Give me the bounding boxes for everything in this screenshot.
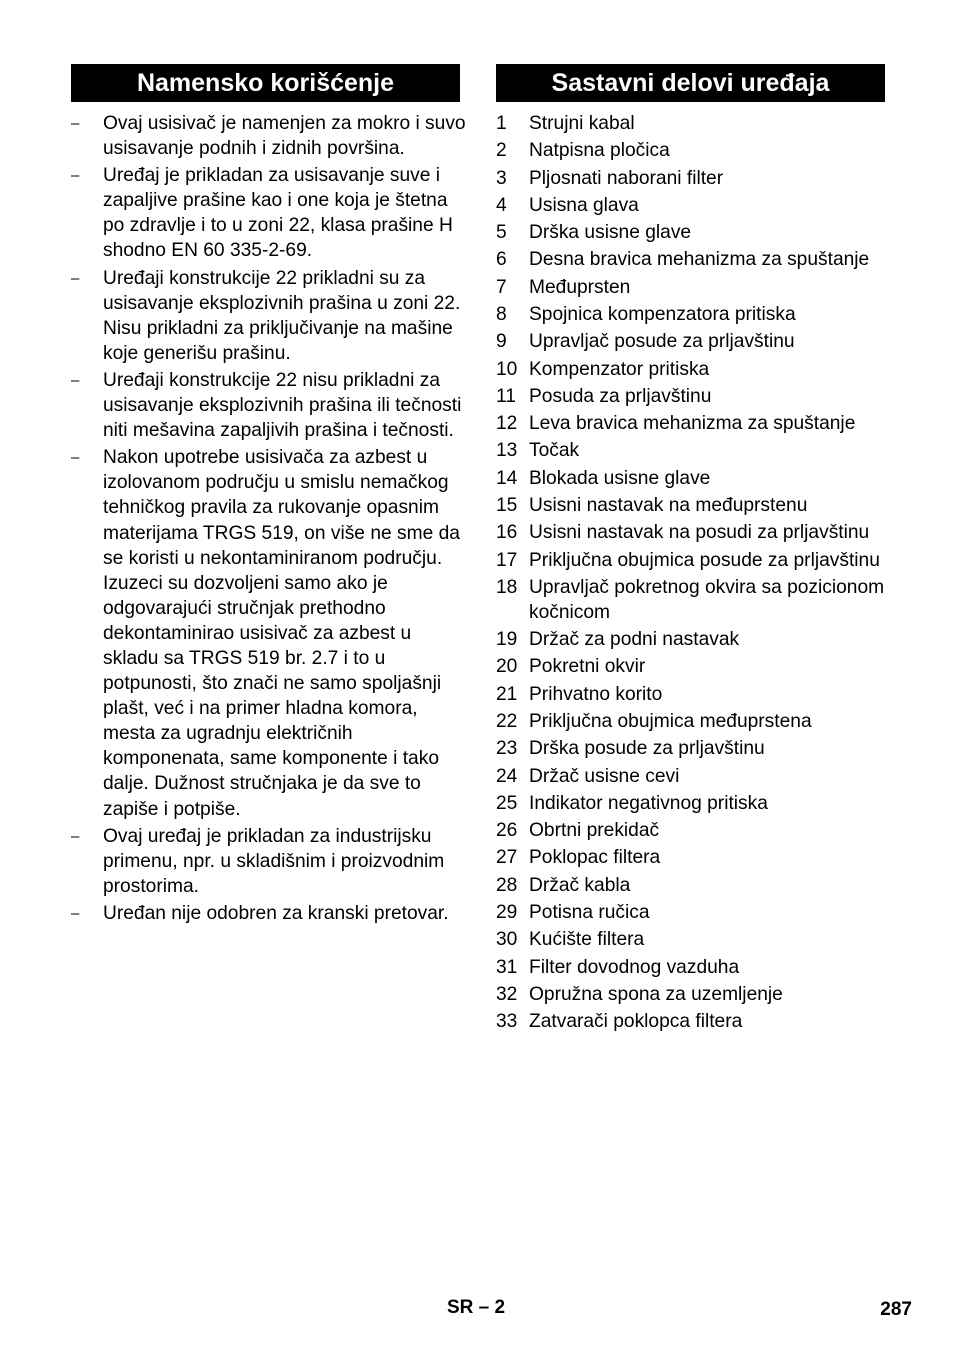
part-number: 15 [496, 494, 518, 516]
part-item [496, 166, 896, 191]
intended-use-text: Uređan nije odobren za kranski pretovar. [103, 902, 449, 924]
part-item [496, 627, 896, 652]
part-label: Spojnica kompenzatora pritiska [529, 303, 796, 325]
part-label: Priključna obujmica posude za prljavštinu [529, 549, 880, 571]
part-number: 21 [496, 683, 518, 705]
part-label: Međuprsten [529, 276, 631, 298]
part-item [496, 791, 896, 816]
part-item [496, 982, 896, 1007]
intended-use-item [71, 163, 466, 263]
part-label: Pokretni okvir [529, 656, 646, 678]
bullet-dash: – [71, 904, 80, 922]
part-label: Leva bravica mehanizma za spuštanje [529, 413, 856, 435]
part-item [496, 818, 896, 843]
bullet-dash: – [71, 269, 80, 287]
part-label: Opružna spona za uzemljenje [529, 983, 783, 1005]
intended-use-item [71, 901, 466, 926]
part-label: Poklopac filtera [529, 847, 661, 869]
bullet-dash: – [71, 115, 80, 132]
bullet-dash: – [71, 449, 80, 467]
intended-use-text: Nakon upotrebe usisivača za azbest u izolovanom području u smislu nemačkog tehničkog pravila za rukovanje opasnim materijama TRGS 519, on više ne sme da se koristi u nekontaminiranom području. Izuzeci su dozvoljeni samo ako je odgovarajući stručnjak prethodno dekontaminirao usisivač za azbest u skladu sa TRGS 519 br. 2.7 i to u potpunosti, što znači ne samo spoljašnji plašt, već i na primer hladna komora, mesta za ugradnju električnih komponenata, same komponente i tako dalje. Dužnost stručnjaka je da sve to zapiše i potpiše. [103, 447, 460, 820]
part-label: Upravljač posude za prljavštinu [529, 331, 795, 353]
part-number: 31 [496, 956, 518, 978]
part-label: Potisna ručica [529, 901, 650, 923]
part-number: 26 [496, 820, 518, 842]
part-label: Pljosnati naborani filter [529, 167, 724, 189]
part-number: 29 [496, 901, 518, 923]
intended-use-heading: Namensko korišćenje [71, 64, 460, 102]
part-item [496, 247, 896, 272]
part-item [496, 736, 896, 761]
part-item [496, 220, 896, 245]
part-label: Kompenzator pritiska [529, 358, 710, 380]
part-item [496, 357, 896, 382]
part-item [496, 709, 896, 734]
part-number: 19 [496, 629, 518, 651]
part-item [496, 548, 896, 573]
part-label: Natpisna pločica [529, 140, 670, 162]
intended-use-item [71, 824, 466, 899]
part-item [496, 411, 896, 436]
part-number: 16 [496, 522, 518, 544]
part-label: Prihvatno korito [529, 683, 663, 705]
part-label: Indikator negativnog pritiska [529, 792, 768, 814]
part-label: Držač kabla [529, 874, 631, 896]
part-number: 6 [496, 249, 507, 271]
part-number: 1 [496, 113, 507, 134]
part-label: Upravljač pokretnog okvira sa pozicionom kočnicom [529, 576, 885, 623]
part-item [496, 138, 896, 163]
intended-use-item [71, 368, 466, 443]
part-label: Kućište filtera [529, 929, 645, 951]
part-number: 20 [496, 656, 518, 678]
part-number: 3 [496, 167, 507, 189]
part-number: 13 [496, 440, 518, 462]
device-parts-heading: Sastavni delovi uređaja [496, 64, 885, 102]
part-item [496, 111, 896, 136]
part-number: 33 [496, 1011, 518, 1033]
bullet-dash: – [71, 371, 80, 389]
part-item [496, 493, 896, 518]
intended-use-item [71, 111, 466, 161]
part-number: 8 [496, 303, 507, 325]
part-item [496, 955, 896, 980]
part-number: 5 [496, 222, 507, 244]
bullet-dash: – [71, 827, 80, 845]
part-item [496, 900, 896, 925]
part-number: 32 [496, 983, 518, 1005]
part-item [496, 329, 896, 354]
part-number: 27 [496, 847, 518, 869]
part-label: Strujni kabal [529, 113, 635, 134]
part-number: 9 [496, 331, 507, 353]
part-label: Usisna glava [529, 194, 639, 216]
part-number: 23 [496, 738, 518, 760]
part-item [496, 575, 896, 625]
part-number: 18 [496, 576, 518, 598]
intended-use-text: Ovaj uređaj je prikladan za industrijsku primenu, npr. u skladišnim i proizvodnim prostorima. [103, 825, 445, 897]
part-item [496, 520, 896, 545]
part-number: 2 [496, 140, 507, 162]
part-item [496, 302, 896, 327]
part-label: Blokada usisne glave [529, 467, 711, 489]
part-label: Drška posude za prljavštinu [529, 738, 765, 760]
part-label: Držač usisne cevi [529, 765, 680, 787]
footer-section-label: SR – 2 [447, 1297, 506, 1318]
intended-use-text: Uređaji konstrukcije 22 nisu prikladni za usisavanje eksplozivnih prašina ili tečnosti niti mešavina zapaljivih prašina i tečnosti. [103, 369, 462, 442]
part-item [496, 193, 896, 218]
part-number: 30 [496, 929, 518, 951]
part-label: Usisni nastavak na međuprstenu [529, 494, 808, 516]
page-number: 287 [880, 1299, 912, 1320]
part-number: 10 [496, 358, 518, 380]
part-number: 25 [496, 792, 518, 814]
part-number: 24 [496, 765, 518, 787]
device-parts-list [496, 111, 896, 1036]
part-item [496, 873, 896, 898]
part-label: Desna bravica mehanizma za spuštanje [529, 249, 870, 271]
part-label: Zatvarači poklopca filtera [529, 1011, 743, 1033]
intended-use-item [71, 445, 466, 821]
part-item [496, 845, 896, 870]
part-label: Posuda za prljavštinu [529, 385, 712, 407]
part-item [496, 682, 896, 707]
part-label: Drška usisne glave [529, 222, 692, 244]
intended-use-text: Uređaj je prikladan za usisavanje suve i zapaljive prašine kao i one koja je štetna po zdravlje i to u zoni 22, klasa prašine H shodno EN 60 335-2-69. [103, 165, 453, 262]
part-item [496, 466, 896, 491]
part-label: Priključna obujmica međuprstena [529, 711, 812, 732]
part-number: 22 [496, 711, 518, 732]
part-label: Filter dovodnog vazduha [529, 956, 740, 978]
bullet-dash: – [71, 167, 80, 185]
part-item [496, 438, 896, 463]
intended-use-list [71, 111, 466, 928]
intended-use-item [71, 266, 466, 366]
part-item [496, 384, 896, 409]
intended-use-text: Ovaj usisivač je namenjen za mokro i suvo usisavanje podnih i zidnih površina. [103, 113, 466, 160]
part-number: 14 [496, 467, 518, 489]
part-number: 12 [496, 413, 518, 435]
part-number: 28 [496, 874, 518, 896]
part-number: 4 [496, 194, 507, 216]
part-number: 7 [496, 276, 507, 298]
part-label: Držač za podni nastavak [529, 629, 740, 651]
part-label: Usisni nastavak na posudi za prljavštinu [529, 522, 870, 544]
part-item [496, 927, 896, 952]
part-item [496, 1009, 896, 1034]
part-number: 11 [496, 385, 516, 407]
part-item [496, 654, 896, 679]
part-item [496, 764, 896, 789]
part-label: Obrtni prekidač [529, 820, 660, 842]
part-item [496, 275, 896, 300]
part-label: Točak [529, 440, 580, 462]
intended-use-text: Uređaji konstrukcije 22 prikladni su za usisavanje eksplozivnih prašina u zoni 22. Nisu prikladni za priključivanje na mašine koje generišu prašinu. [103, 267, 461, 364]
part-number: 17 [496, 549, 518, 571]
